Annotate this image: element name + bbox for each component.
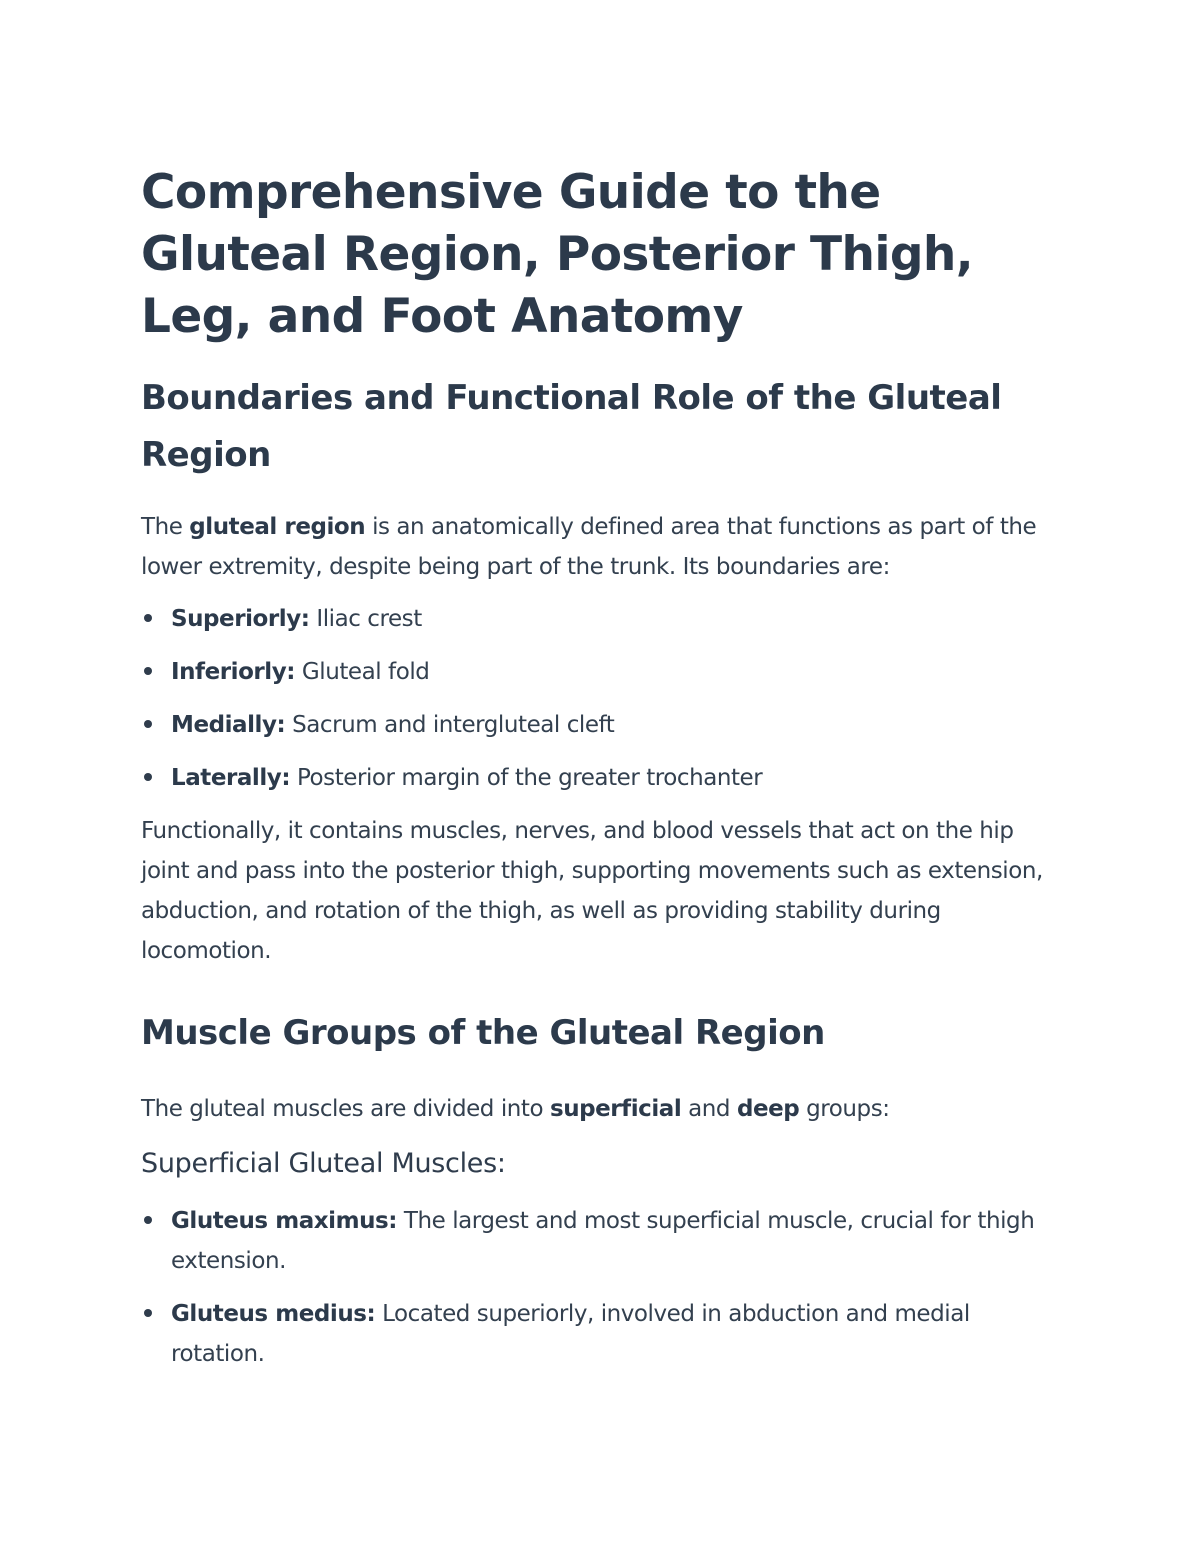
bullet-icon xyxy=(144,614,152,622)
superficial-muscles-list xyxy=(141,1201,1060,1374)
list-item xyxy=(141,705,1060,745)
intro-text-post: is an anatomically defined area that functions as part of the lower extremity, despite being part of the trunk. Its boundaries are: xyxy=(141,514,1037,580)
list-item xyxy=(141,652,1060,692)
list-item-text: Located superiorly, involved in abduction and medial rotation. xyxy=(171,1301,970,1367)
bullet-icon xyxy=(144,773,152,781)
list-item-term: Medially: xyxy=(171,712,286,738)
intro-text-pre: The xyxy=(141,514,190,540)
boundaries-list xyxy=(141,599,1060,798)
list-item-text: The largest and most superficial muscle, crucial for thigh extension. xyxy=(171,1208,1035,1274)
muscle-intro-bold-deep: deep xyxy=(736,1096,800,1122)
section-heading-boundaries: Boundaries and Functional Role of the Gluteal Region xyxy=(141,378,1002,475)
document-title: Comprehensive Guide to the Gluteal Region, Posterior Thigh, Leg, and Foot Anatomy xyxy=(141,165,974,344)
functional-paragraph: Functionally, it contains muscles, nerves, and blood vessels that act on the hip joint and pass into the posterior thigh, supporting movements such as extension, abduction, and rotation of the thigh, as well as providing stability during locomotion. xyxy=(141,818,1043,964)
bullet-icon xyxy=(144,1216,152,1224)
muscle-intro-pre: The gluteal muscles are divided into xyxy=(141,1096,550,1122)
list-item xyxy=(141,1294,1060,1374)
muscle-groups-intro-paragraph xyxy=(141,1089,1060,1129)
list-item xyxy=(141,1201,1060,1281)
muscle-intro-mid: and xyxy=(681,1096,737,1122)
bullet-icon xyxy=(144,667,152,675)
list-item-text: Posterior margin of the greater trochanter xyxy=(290,765,763,791)
list-item-term: Superiorly: xyxy=(171,606,310,632)
list-item xyxy=(141,599,1060,639)
list-item-text: Iliac crest xyxy=(309,606,422,632)
list-item-term: Gluteus medius: xyxy=(171,1301,376,1327)
section-heading-muscle-groups: Muscle Groups of the Gluteal Region xyxy=(141,1013,825,1053)
intro-bold-term: gluteal region xyxy=(189,514,366,540)
list-item-term: Inferiorly: xyxy=(171,659,296,685)
list-item xyxy=(141,758,1060,798)
list-item-term: Gluteus maximus: xyxy=(171,1208,398,1234)
subheading-superficial-muscles: Superficial Gluteal Muscles: xyxy=(141,1148,506,1179)
list-item-term: Laterally: xyxy=(171,765,291,791)
boundaries-intro-paragraph xyxy=(141,507,1060,587)
bullet-icon xyxy=(144,1309,152,1317)
list-item-text: Sacrum and intergluteal cleft xyxy=(285,712,615,738)
muscle-intro-post: groups: xyxy=(799,1096,890,1122)
bullet-icon xyxy=(144,720,152,728)
muscle-intro-bold-superficial: superficial xyxy=(549,1096,682,1122)
list-item-text: Gluteal fold xyxy=(295,659,430,685)
